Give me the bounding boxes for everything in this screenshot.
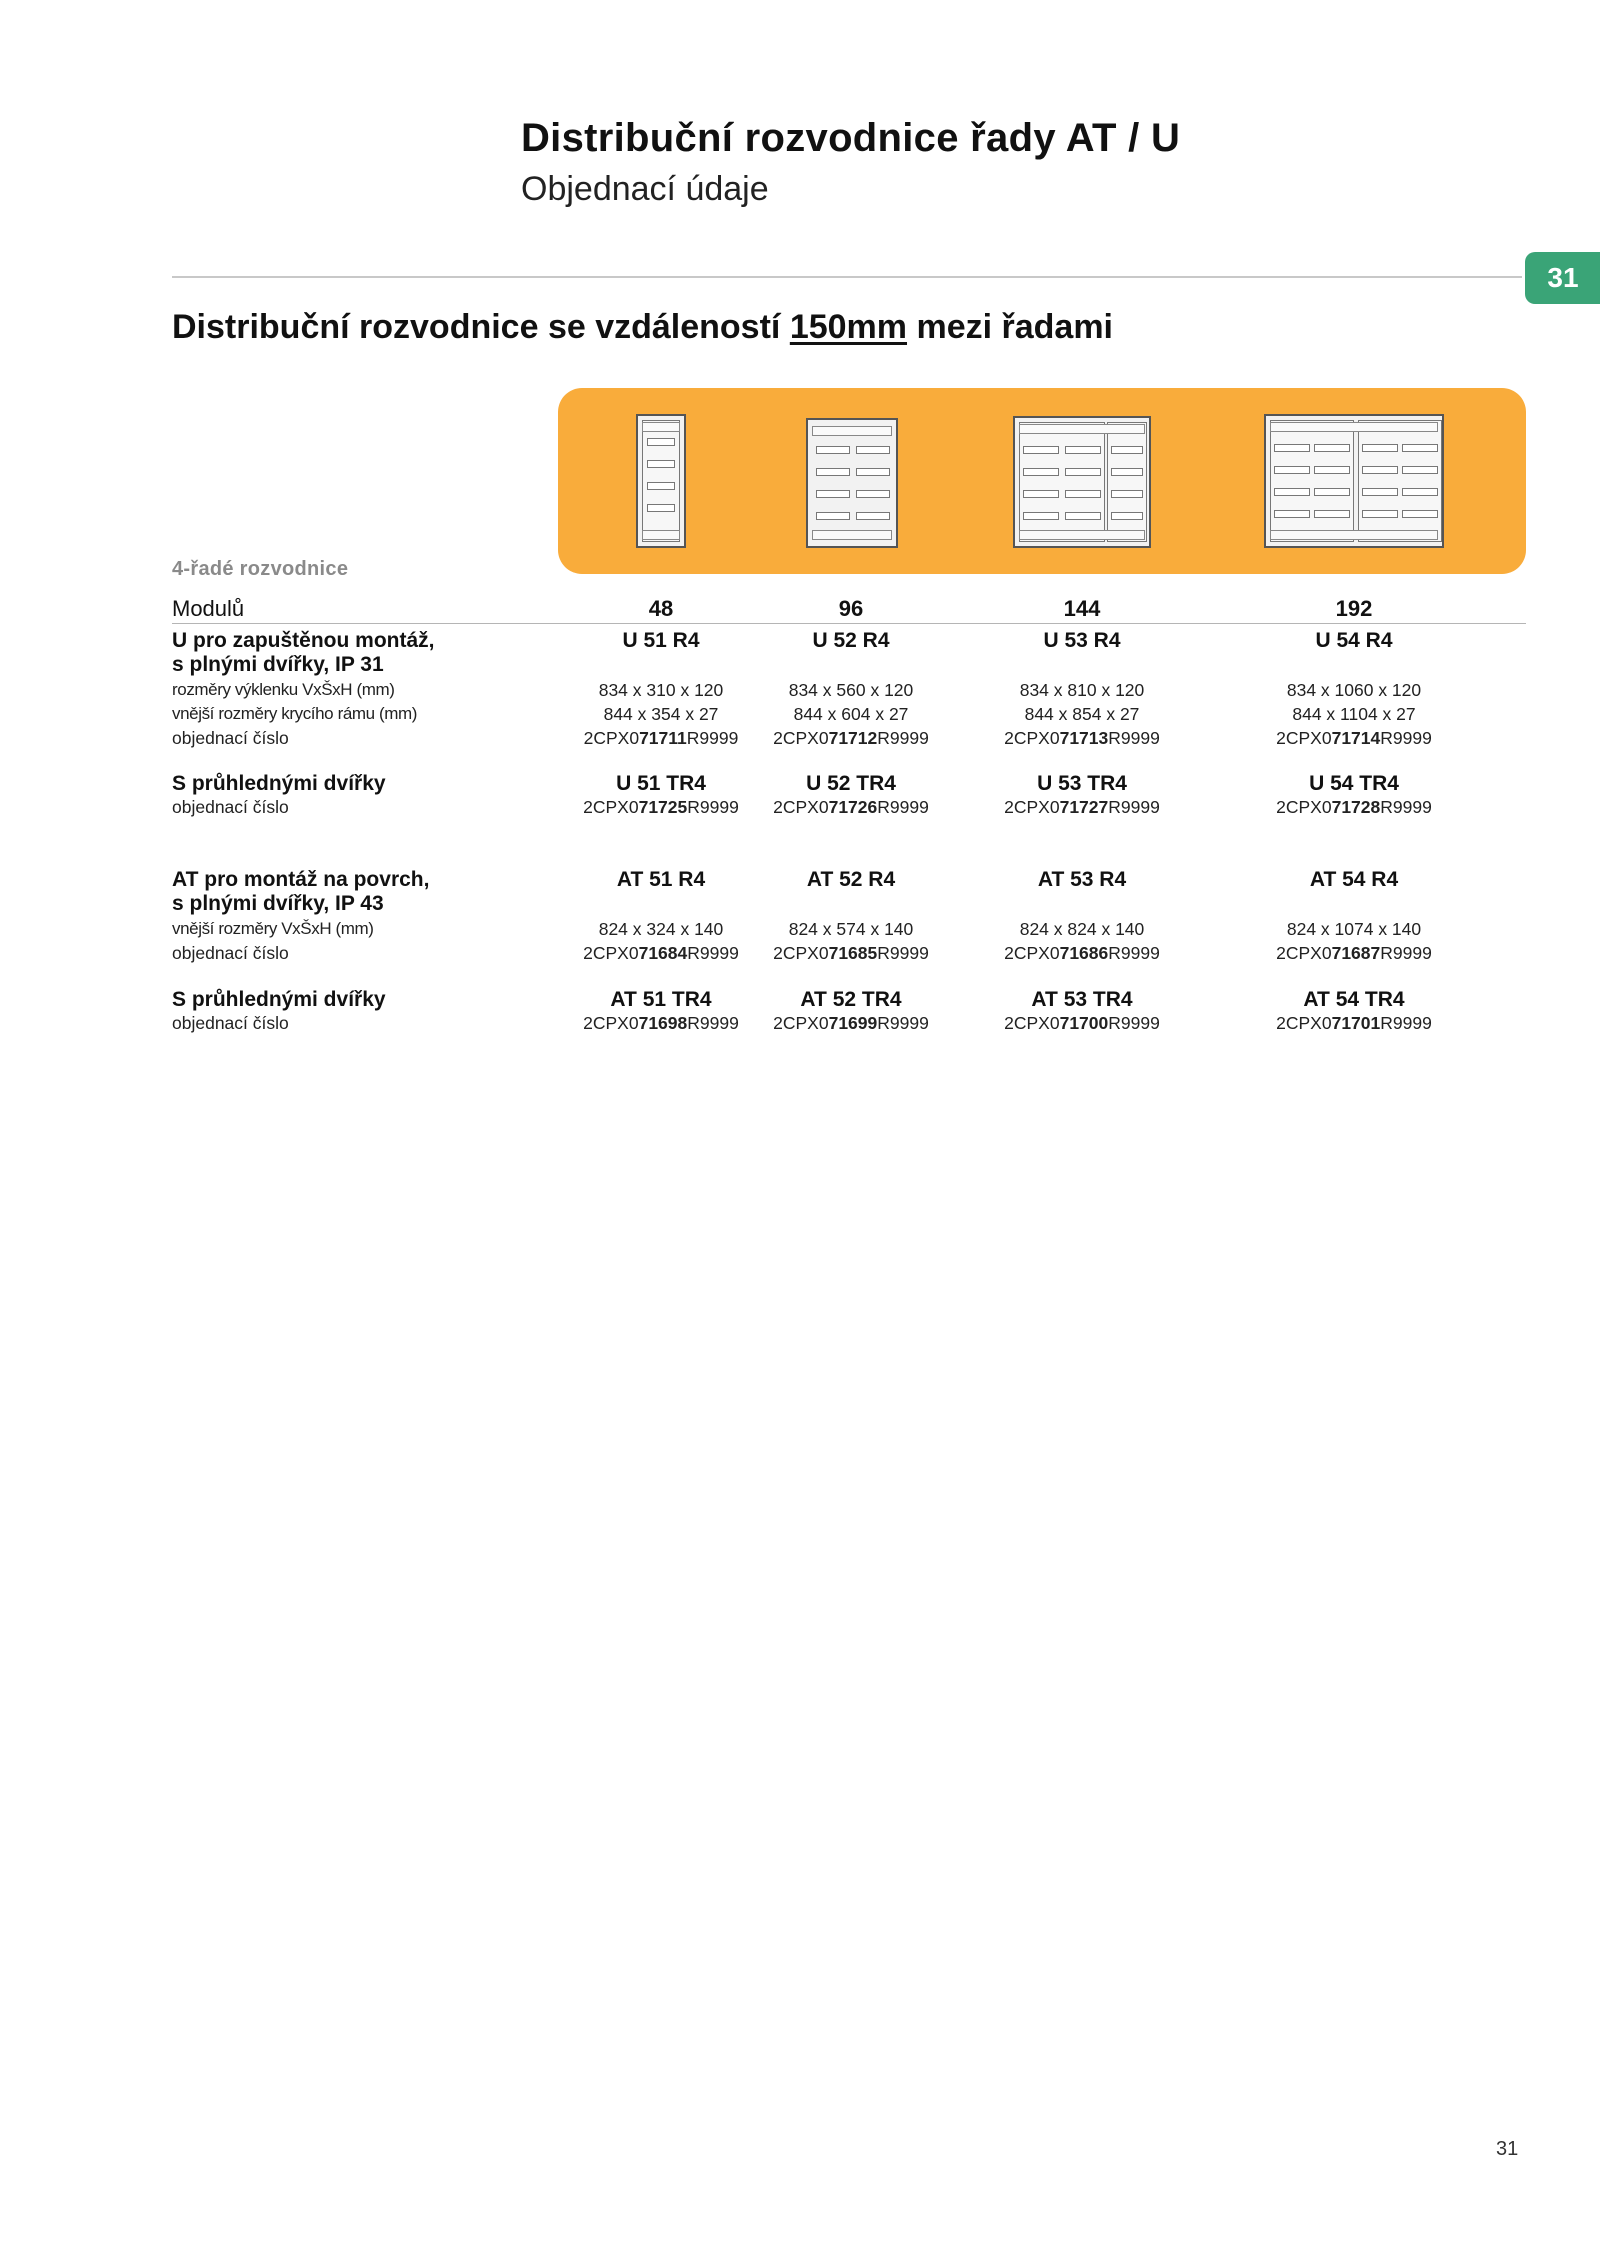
outer-dimensions-value: 824 x 324 x 140 xyxy=(598,919,724,939)
product-type: AT 53 TR4 xyxy=(1031,988,1133,1011)
product-type: U 52 R4 xyxy=(812,629,890,652)
at-group-title-line1: AT pro montáž na povrch, xyxy=(172,868,430,891)
outer-dimensions-value: 824 x 574 x 140 xyxy=(788,919,914,939)
page-title: Distribuční rozvodnice řady AT / U xyxy=(521,116,1181,160)
product-type: U 54 TR4 xyxy=(1309,772,1399,795)
order-number: 2CPX071699R9999 xyxy=(773,1013,929,1033)
chapter-tab: 31 xyxy=(1525,252,1600,304)
product-type: U 51 TR4 xyxy=(616,772,706,795)
order-label: objednací číslo xyxy=(172,1013,289,1033)
order-number: 2CPX071712R9999 xyxy=(773,728,929,748)
cabinet-2-columns-image xyxy=(806,418,898,548)
order-number: 2CPX071726R9999 xyxy=(773,797,929,817)
section-title xyxy=(172,308,1113,347)
order-number: 2CPX071728R9999 xyxy=(1276,797,1432,817)
product-type: U 53 R4 xyxy=(1043,629,1121,652)
product-type: U 54 R4 xyxy=(1315,629,1393,652)
product-type: U 52 TR4 xyxy=(806,772,896,795)
order-number: 2CPX071727R9999 xyxy=(1004,797,1160,817)
product-type: AT 51 R4 xyxy=(616,868,706,891)
product-type: AT 52 TR4 xyxy=(800,988,902,1011)
cabinet-3-columns-image xyxy=(1013,416,1151,548)
product-type: U 53 TR4 xyxy=(1037,772,1127,795)
product-type: AT 54 R4 xyxy=(1309,868,1399,891)
product-type: AT 54 TR4 xyxy=(1303,988,1405,1011)
cabinet-4-columns-image xyxy=(1264,414,1444,548)
modules-value: 192 xyxy=(1335,596,1373,621)
modules-value: 96 xyxy=(838,596,864,621)
order-number: 2CPX071701R9999 xyxy=(1276,1013,1432,1033)
modules-value: 144 xyxy=(1063,596,1101,621)
page-number: 31 xyxy=(1496,2138,1519,2160)
outer-dimensions-value: 824 x 1074 x 140 xyxy=(1286,919,1422,939)
order-number: 2CPX071714R9999 xyxy=(1276,728,1432,748)
product-type: AT 53 R4 xyxy=(1037,868,1127,891)
category-label: 4-řadé rozvodnice xyxy=(172,558,349,580)
header-divider xyxy=(172,276,1522,278)
order-label: objednací číslo xyxy=(172,797,289,817)
outer-dimensions-value: 824 x 824 x 140 xyxy=(1019,919,1145,939)
order-number: 2CPX071684R9999 xyxy=(583,943,739,963)
recess-label: rozměry výklenku VxŠxH (mm) xyxy=(172,680,395,699)
frame-label: vnější rozměry krycího rámu (mm) xyxy=(172,704,418,723)
frame-value: 844 x 604 x 27 xyxy=(793,704,909,724)
section-title-underlined: 150mm xyxy=(789,308,908,346)
order-number: 2CPX071700R9999 xyxy=(1004,1013,1160,1033)
section-title-pre: Distribuční rozvodnice se vzdáleností xyxy=(172,308,790,346)
at-group-title-line2: s plnými dvířky, IP 43 xyxy=(172,892,384,915)
product-type: U 51 R4 xyxy=(622,629,700,652)
table-header-divider xyxy=(172,623,1526,624)
order-number: 2CPX071713R9999 xyxy=(1004,728,1160,748)
order-number: 2CPX071698R9999 xyxy=(583,1013,739,1033)
product-image-banner xyxy=(558,388,1526,574)
frame-value: 844 x 1104 x 27 xyxy=(1292,704,1416,724)
cabinet-1-columns-image xyxy=(636,414,686,548)
frame-value: 844 x 354 x 27 xyxy=(603,704,719,724)
u-transparent-title: S průhlednými dvířky xyxy=(172,772,386,795)
page-subtitle: Objednací údaje xyxy=(521,170,769,208)
recess-value: 834 x 560 x 120 xyxy=(788,680,914,700)
frame-value: 844 x 854 x 27 xyxy=(1024,704,1140,724)
order-number: 2CPX071686R9999 xyxy=(1004,943,1160,963)
recess-value: 834 x 810 x 120 xyxy=(1019,680,1145,700)
order-number: 2CPX071711R9999 xyxy=(583,728,739,748)
section-title-post: mezi řadami xyxy=(907,308,1113,346)
modules-label: Modulů xyxy=(172,596,245,621)
recess-value: 834 x 1060 x 120 xyxy=(1286,680,1422,700)
u-group-title-line2: s plnými dvířky, IP 31 xyxy=(172,653,384,676)
order-label: objednací číslo xyxy=(172,943,289,963)
at-transparent-title: S průhlednými dvířky xyxy=(172,988,386,1011)
u-group-title-line1: U pro zapuštěnou montáž, xyxy=(172,629,435,652)
order-number: 2CPX071685R9999 xyxy=(773,943,929,963)
product-type: AT 51 TR4 xyxy=(610,988,712,1011)
product-type: AT 52 R4 xyxy=(806,868,896,891)
modules-value: 48 xyxy=(648,596,674,621)
order-number: 2CPX071687R9999 xyxy=(1276,943,1432,963)
order-label: objednací číslo xyxy=(172,728,289,748)
outer-dimensions-label: vnější rozměry VxŠxH (mm) xyxy=(172,919,374,938)
order-number: 2CPX071725R9999 xyxy=(583,797,739,817)
recess-value: 834 x 310 x 120 xyxy=(598,680,724,700)
